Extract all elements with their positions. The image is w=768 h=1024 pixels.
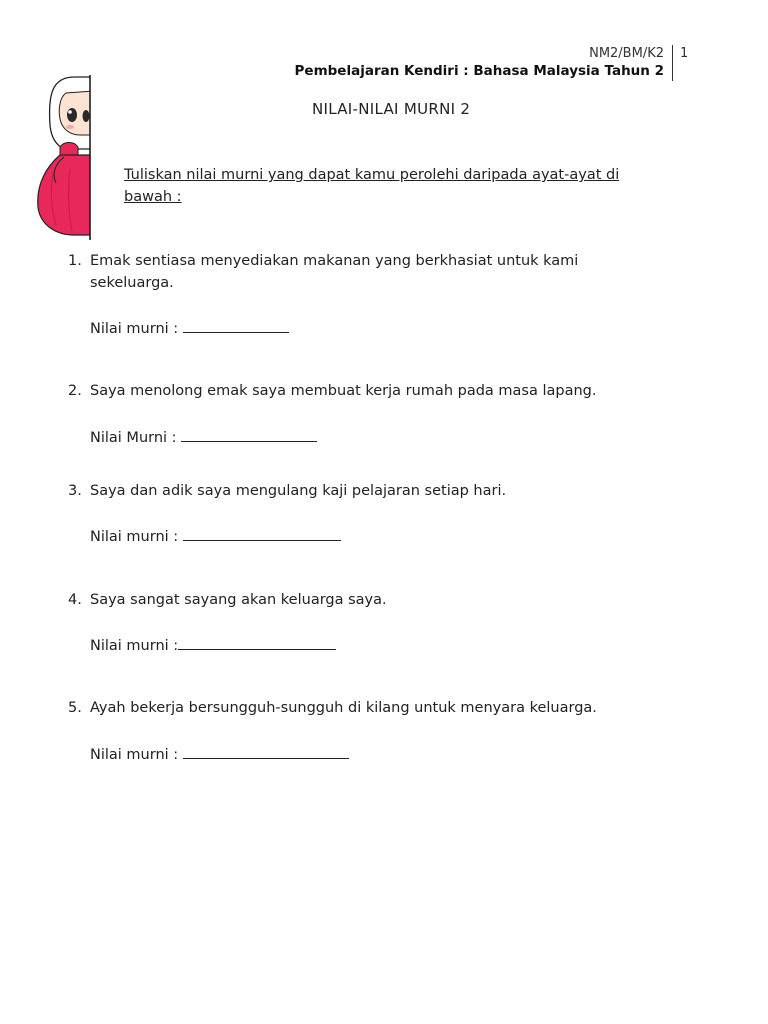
answer-line-3[interactable] (90, 526, 341, 545)
girl-in-hijab-illustration (34, 75, 94, 240)
question-number: 3. (68, 483, 82, 499)
document-subtitle: Pembelajaran Kendiri : Bahasa Malaysia Tahun 2 (294, 63, 664, 79)
instruction-text: Tuliskan nilai murni yang dapat kamu perolehi daripada ayat-ayat di bawah : (124, 167, 620, 205)
answer-line-4[interactable] (90, 635, 336, 654)
answer-blank[interactable] (183, 526, 341, 541)
question-text: Saya sangat sayang akan keluarga saya. (90, 592, 387, 608)
document-code: NM2/BM/K2 (589, 46, 664, 61)
answer-line-1[interactable] (90, 318, 289, 337)
answer-blank[interactable] (183, 744, 349, 759)
page-number: 1 (680, 46, 689, 61)
answer-blank[interactable] (178, 635, 336, 650)
question-text: Saya dan adik saya mengulang kaji pelajaran setiap hari. (90, 483, 507, 499)
question-number: 5. (68, 700, 82, 716)
answer-label: Nilai murni : (90, 529, 183, 545)
answer-label: Nilai murni : (90, 747, 183, 763)
question-text: Emak sentiasa menyediakan makanan yang berkhasiat untuk kami sekeluarga. (90, 253, 579, 291)
question-number: 1. (68, 253, 82, 269)
worksheet-title: NILAI-NILAI MURNI 2 (312, 100, 471, 118)
answer-blank[interactable] (183, 318, 289, 333)
question-number: 2. (68, 383, 82, 399)
answer-line-5[interactable] (90, 744, 349, 763)
question-text: Ayah bekerja bersungguh-sungguh di kilang untuk menyara keluarga. (90, 700, 597, 716)
answer-line-2[interactable] (90, 427, 317, 446)
header-divider (672, 45, 673, 81)
question-text: Saya menolong emak saya membuat kerja rumah pada masa lapang. (90, 383, 597, 399)
answer-label: Nilai murni : (90, 321, 183, 337)
answer-label: Nilai murni : (90, 638, 179, 654)
answer-blank[interactable] (181, 427, 317, 442)
answer-label: Nilai Murni : (90, 430, 182, 446)
question-number: 4. (68, 592, 82, 608)
